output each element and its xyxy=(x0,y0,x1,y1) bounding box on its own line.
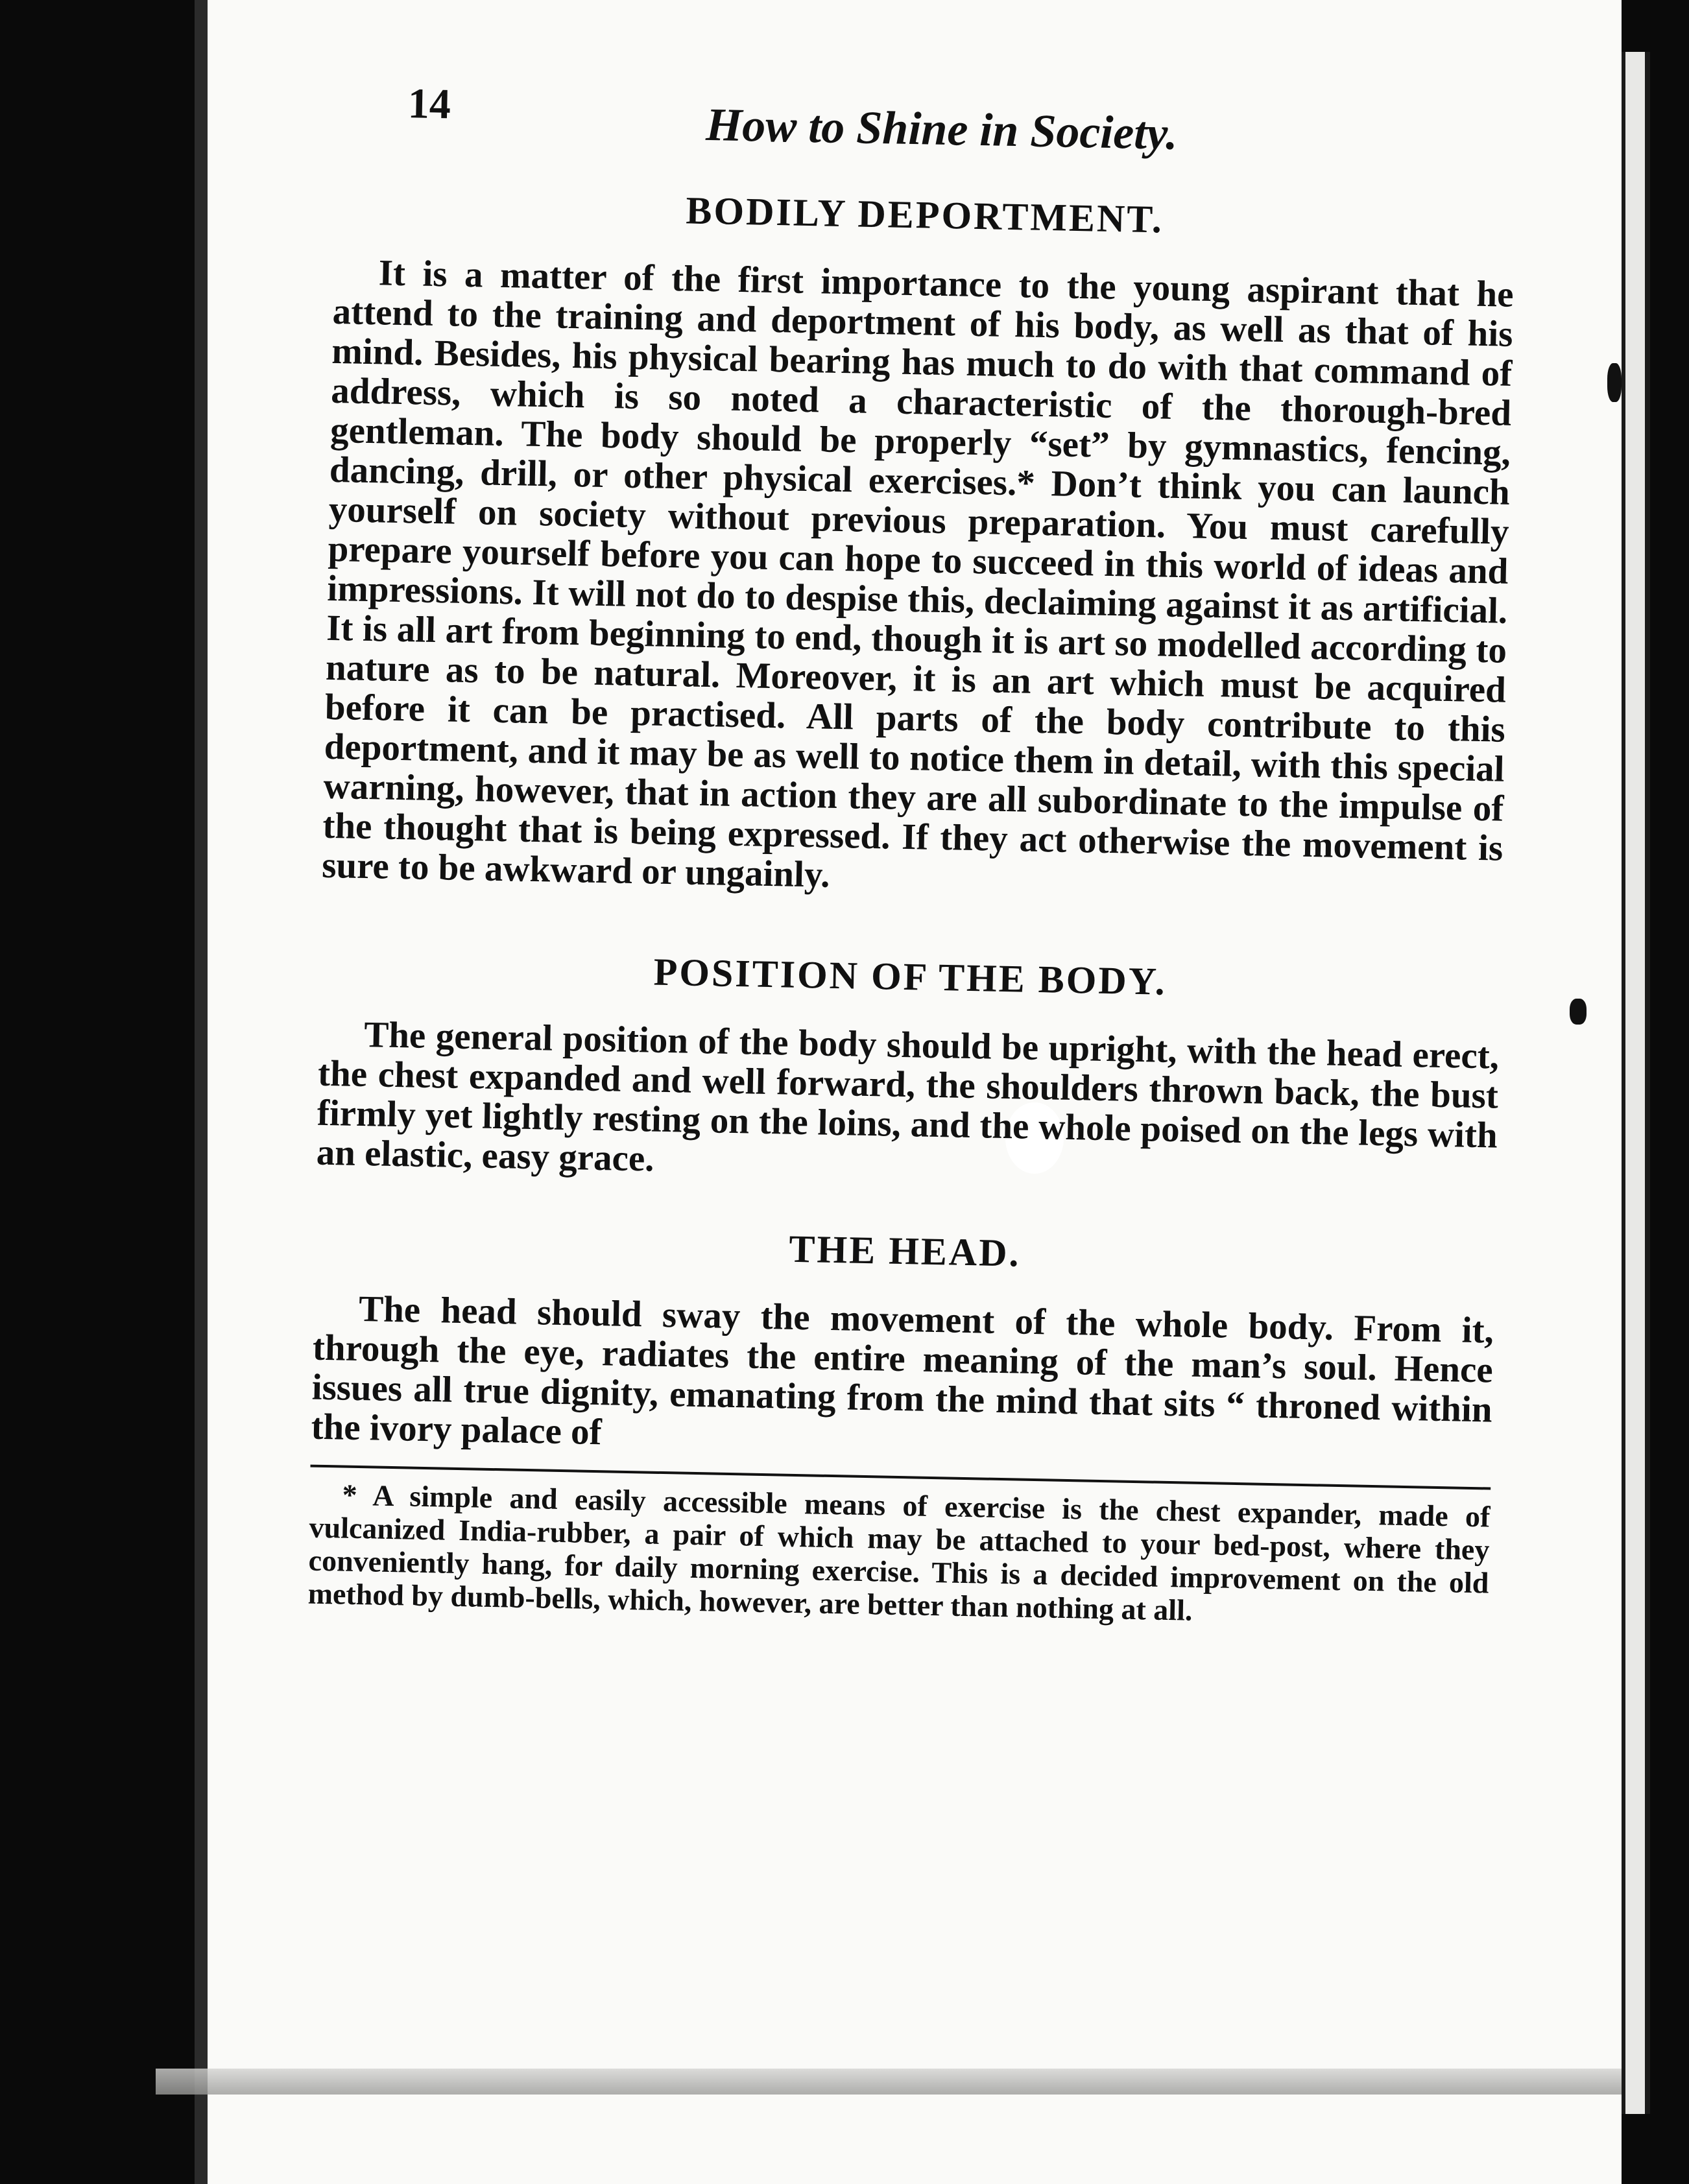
section-heading: THE HEAD. xyxy=(788,1227,1022,1275)
footnote: * A simple and easily accessible means of exercise is the chest expander, made of vulcanized India-rubber, a pair of which may be attached to your bed-post, where they conveniently hang, for daily morning exercise. This is a decided improvement on the old method by dumb-bells, which, however, are better than nothing at all. xyxy=(307,1478,1491,1627)
section-paragraph: It is a matter of the first importance to the young aspirant that he attend to the training and deportment of his body, as well as that of his mind. Besides, his physical bearing has much to do with that command of address, which is so noted a characteristic of the thorough-bred gentleman. The body should be properly “set” by gymnastics, fencing, dancing, drill, or other physical exercises.* Don’t think you can launch yourself on society without previous preparation. You must carefully prepare yourself before you can hope to succeed in this world of ideas and impressions. It will not do to despise this, declaiming against it as artificial. It is all art from beginning to end, though it is art so modelled according to nature as to be natural. Moreover, it is an art which must be acquired before it can be practised. All parts of the body contribute to this deportment, and it may be as well to notice them in detail, with this special warning, however, that in action they are all subordinate to the impulse of the thought that is being expressed. If they act otherwise the movement is sure to be awkward or ungainly. xyxy=(321,252,1515,896)
page-content xyxy=(307,65,1517,1633)
section-heading: BODILY DEPORTMENT. xyxy=(685,189,1164,241)
page-number: 14 xyxy=(407,80,451,128)
page-edge xyxy=(1622,52,1650,2114)
section-paragraph: The head should sway the movement of the whole body. From it, through the eye, radiates the entire meaning of the man’s soul. Hence issues all true dignity, emanating from the mind that sits “ throned within the ivory palace of xyxy=(311,1288,1494,1453)
section-paragraph: The general position of the body should be upright, with the head erect, the chest expanded and well forward, the shoulders thrown back, the bust firmly yet lightly resting on the loins, and the whole poised on the legs with an elastic, easy grace. xyxy=(316,1014,1500,1180)
binding-mark xyxy=(1607,363,1622,402)
running-title: How to Shine in Society. xyxy=(705,98,1179,160)
binding-mark xyxy=(1570,999,1587,1025)
page-bottom-shadow xyxy=(156,2069,1622,2095)
section-heading: POSITION OF THE BODY. xyxy=(653,950,1168,1003)
